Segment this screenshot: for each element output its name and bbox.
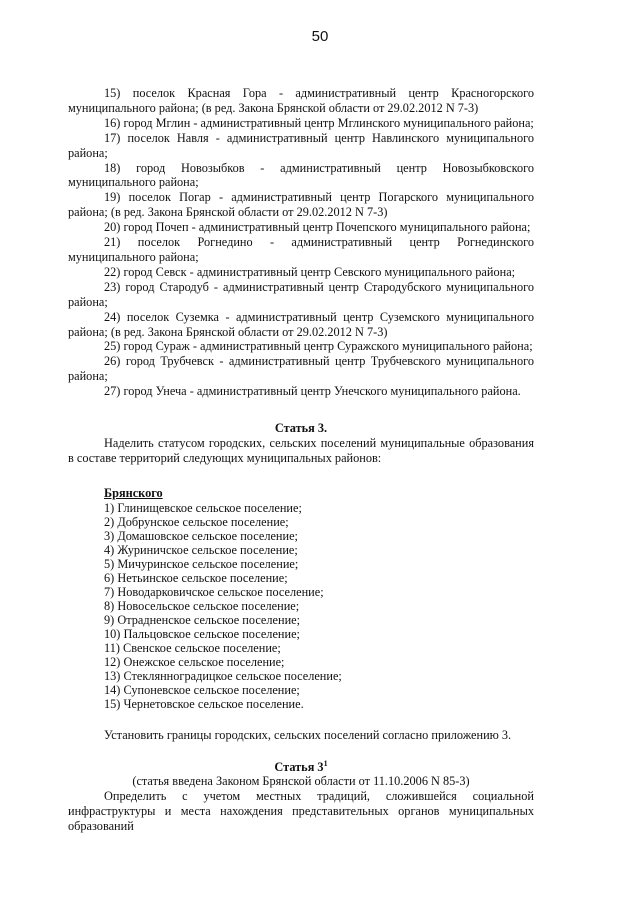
list-item: 24) поселок Суземка - административный центр Суземского муниципального района; (в ред. Закона Брянской области от 29.02.2012 N 7-3) [68,309,534,339]
settlement-item: 2) Добрунское сельское поселение; [104,514,289,529]
article-3-1-note: (статья введена Законом Брянской области от 11.10.2006 N 85-3) [132,774,470,789]
list-item: 19) поселок Погар - административный центр Погарского муниципального района; (в ред. Закона Брянской области от 29.02.2012 N 7-3) [68,190,534,220]
article-3-1-superscript: 1 [323,758,328,768]
boundaries-paragraph: Установить границы городских, сельских поселений согласно приложению 3. [104,727,512,742]
settlement-item: 5) Мичуринское сельское поселение; [104,556,299,571]
settlement-item: 8) Новосельское сельское поселение; [104,598,300,613]
settlement-item: 11) Свенское сельское поселение; [104,640,281,655]
list-item: 18) город Новозыбков - административный центр Новозыбковского муниципального района; [68,160,534,190]
list-item: 27) город Унеча - административный центр Унечского муниципального района. [104,384,521,399]
article-3-intro: Наделить статусом городских, сельских поселений муниципальные образования в составе территорий следующих муниципальных районов: [68,435,534,465]
article-3-heading: Статья 3. [274,421,328,436]
document-body [68,86,534,834]
settlement-item: 10) Пальцовское сельское поселение; [104,626,300,641]
article-3-1-text: Определить с учетом местных традиций, сложившейся социальной инфраструктуры и места нахождения представительных органов муниципальных образований [68,789,534,834]
list-item: 20) город Почеп - административный центр Почепского муниципального района; [104,220,531,235]
settlement-item: 3) Домашовское сельское поселение; [104,528,298,543]
list-item: 25) город Сураж - административный центр Суражского муниципального района; [104,339,533,354]
settlement-item: 1) Глинищевское сельское поселение; [104,500,302,515]
settlement-item: 9) Отрадненское сельское поселение; [104,612,301,627]
list-item: 22) город Севск - административный центр Севского муниципального района; [104,264,516,279]
district-title: Брянского [104,485,163,500]
article-3-1-title: Статья 3 [274,759,324,774]
page-number: 50 [311,28,329,45]
settlement-item: 13) Стеклянноградицкое сельское поселение; [104,668,342,683]
settlement-list [68,501,534,711]
list-item: 16) город Мглин - административный центр Мглинского муниципального района; [104,115,534,130]
list-item: 15) поселок Красная Гора - административный центр Красногорского муниципального района; (в ред. Закона Брянской области от 29.02.2012 N 7-3) [68,86,534,115]
list-item: 26) город Трубчевск - административный центр Трубчевского муниципального района; [68,354,534,384]
continued-list [68,86,534,399]
list-item: 21) поселок Рогнедино - административный центр Рогнединского муниципального района; [68,235,534,264]
list-item: 23) город Стародуб - административный центр Стародубского муниципального района; [68,279,534,309]
article-3-1-heading [68,760,534,775]
settlement-item: 6) Нетьинское сельское поселение; [104,570,288,585]
list-item: 17) поселок Навля - административный центр Навлинского муниципального района; [68,130,534,160]
settlement-item: 12) Онежское сельское поселение; [104,654,285,669]
settlement-item: 14) Супоневское сельское поселение; [104,682,300,697]
settlement-item: 4) Журиничское сельское поселение; [104,542,298,557]
settlement-item: 7) Новодарковичское сельское поселение; [104,584,324,599]
settlement-item: 15) Чернетовское сельское поселение. [104,696,304,711]
